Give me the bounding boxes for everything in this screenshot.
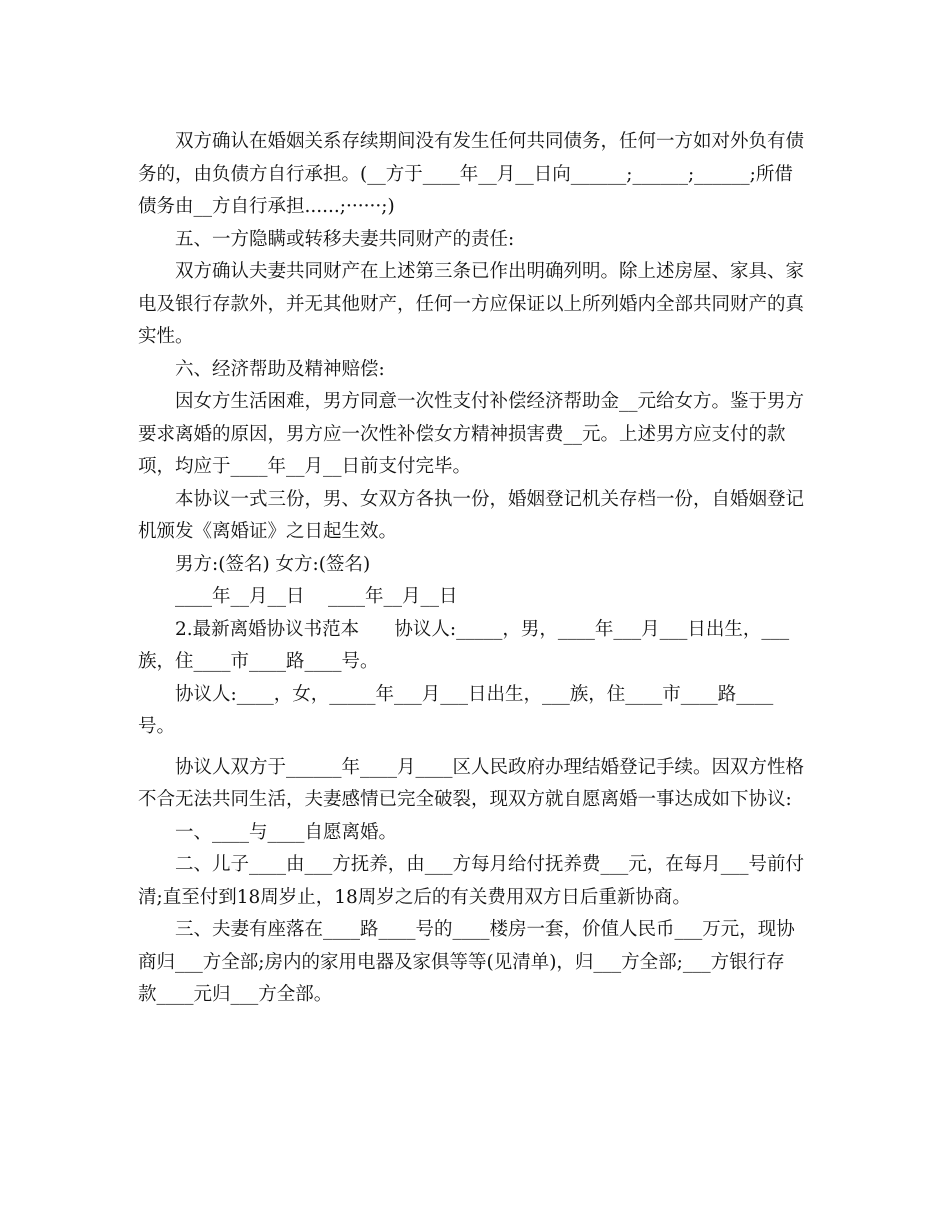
section-6-title: 六、经济帮助及精神赔偿: — [175, 358, 385, 380]
debt-line-2: 务的，由负债方自行承担。(__方于____年__月__日向______;______;______;所借 — [138, 163, 793, 185]
article-2-line-2: 清;直至付到18周岁止，18周岁之后的有关费用双方日后重新协商。 — [138, 886, 691, 908]
section-6-line-2: 要求离婚的原因，男方应一次性补偿女方精神损害费__元。上述男方应支付的款 — [138, 423, 786, 445]
date-line: ____年__月__日 ____年__月__日 — [175, 586, 458, 607]
article-3-line-1: 三、夫妻有座落在____路____号的____楼房一套，价值人民币___万元，现协 — [175, 919, 795, 940]
section-5-line-1: 双方确认夫妻共同财产在上述第三条已作出明确列明。除上述房屋、家具、家 — [175, 261, 805, 282]
spacer — [138, 744, 812, 752]
signature-line: 男方:(签名) 女方:(签名) — [175, 553, 371, 575]
section-5-line-3: 实性。 — [138, 326, 194, 347]
debt-line-3: 债务由__方自行承担......;······;) — [138, 196, 395, 217]
party-2-line-1: 协议人:____，女，_____年___月___日出生，___族，住____市____路____ — [175, 683, 774, 705]
section-6-line-3: 项，均应于____年__月__日前支付完毕。 — [138, 456, 472, 477]
document-page — [138, 126, 812, 1012]
article-3-line-3: 款____元归___方全部。 — [138, 984, 333, 1005]
section-5-title: 五、一方隐瞒或转移夫妻共同财产的责任: — [175, 228, 515, 250]
article-3-line-2: 商归___方全部;房内的家用电器及家俱等等(见清单)，归___方全部;___方银行存 — [138, 951, 785, 973]
copies-line-2: 机颁发《离婚证》之日起生效。 — [138, 521, 398, 542]
copies-line-1: 本协议一式三份，男、女双方各执一份，婚姻登记机关存档一份，自婚姻登记 — [175, 488, 805, 510]
section-6-line-1: 因女方生活困难，男方同意一次性支付补偿经济帮助金__元给女方。鉴于男方 — [175, 391, 805, 412]
marriage-line-1: 协议人双方于______年____月____区人民政府办理结婚登记手续。因双方性格 — [175, 756, 805, 778]
marriage-line-2: 不合无法共同生活，夫妻感情已完全破裂，现双方就自愿离婚一事达成如下协议: — [138, 789, 792, 810]
party-2-line-2: 号。 — [138, 716, 176, 737]
section-5-line-2: 电及银行存款外，并无其他财产，任何一方应保证以上所列婚内全部共同财产的真 — [138, 293, 805, 315]
debt-line-1: 双方确认在婚姻关系存续期间没有发生任何共同债务，任何一方如对外负有债 — [175, 131, 805, 152]
sample-2-line-1: 2.最新离婚协议书范本 协议人:_____，男，____年___月___日出生，___ — [175, 618, 790, 640]
article-1: 一、____与____自愿离婚。 — [175, 821, 398, 843]
sample-2-line-2: 族，住____市____路____号。 — [138, 651, 379, 672]
article-2-line-1: 二、儿子____由___方抚养，由___方每月给付抚养费___元，在每月___号前付 — [175, 854, 805, 875]
